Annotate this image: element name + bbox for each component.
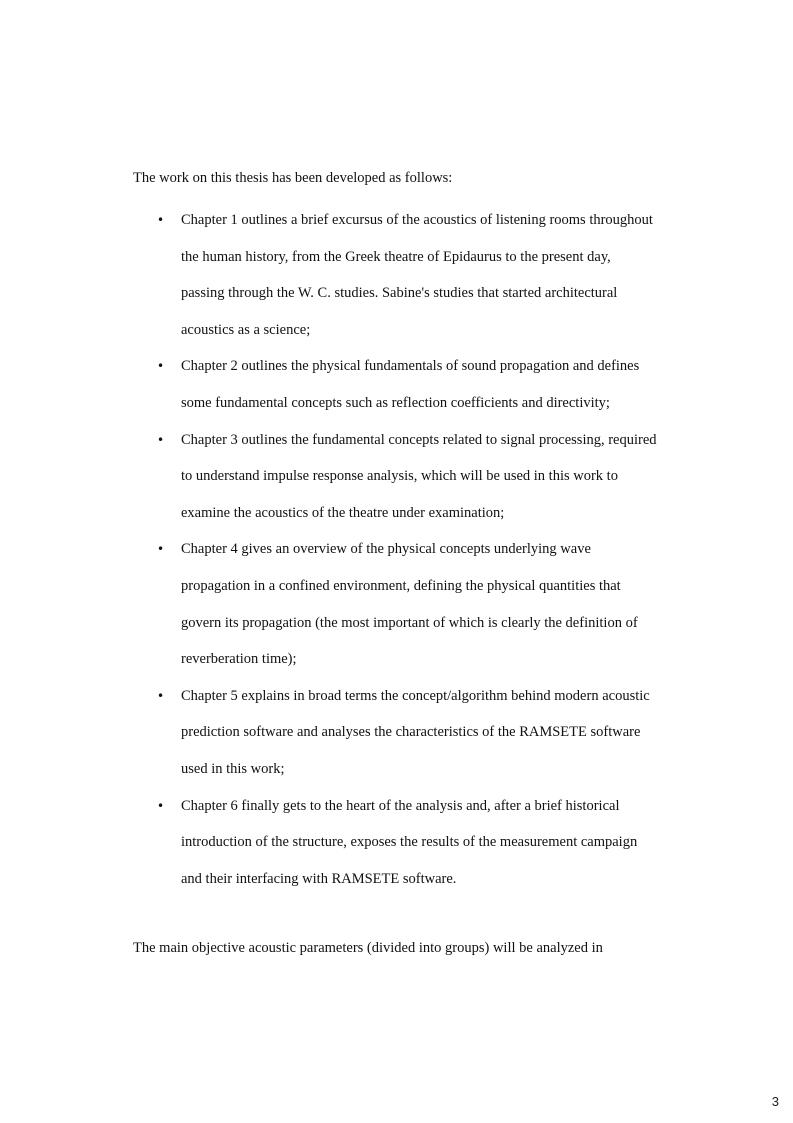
bullet-icon: •	[157, 359, 165, 374]
chapter-list-item	[133, 678, 657, 788]
chapter-list	[133, 202, 673, 897]
bullet-icon: •	[157, 542, 165, 557]
chapter-description: Chapter 5 explains in broad terms the concept/algorithm behind modern acoustic prediction software and analyses the characteristics of the RAMSETE software used in this work;	[181, 687, 650, 777]
page-number: 3	[771, 1094, 779, 1109]
bullet-icon: •	[157, 213, 165, 227]
chapter-list-item	[133, 422, 657, 532]
intro-paragraph: The work on this thesis has been developed as follows:	[133, 170, 453, 186]
chapter-description: Chapter 4 gives an overview of the physical concepts underlying wave propagation in a confined environment, defining the physical quantities that govern its propagation (the most important of which is clearly the definition of reverberation time);	[181, 541, 638, 668]
chapter-list-item	[133, 202, 657, 348]
chapter-list-item	[133, 348, 657, 421]
bullet-icon: •	[157, 688, 165, 703]
bullet-icon: •	[157, 432, 165, 447]
chapter-description: Chapter 6 finally gets to the heart of the analysis and, after a brief historical introduction of the structure, exposes the results of the measurement campaign and their interfacing with RAMSETE software.	[181, 797, 638, 887]
closing-paragraph: The main objective acoustic parameters (divided into groups) will be analyzed in	[133, 940, 603, 956]
chapter-description: Chapter 1 outlines a brief excursus of the acoustics of listening rooms throughout the human history, from the Greek theatre of Epidaurus to the present day, passing through the W. C. studies. Sabine's studies that started architectural acoustics as a science;	[181, 212, 653, 338]
chapter-list-item	[133, 531, 657, 677]
bullet-icon: •	[157, 798, 165, 813]
chapter-description: Chapter 3 outlines the fundamental concepts related to signal processing, required to understand impulse response analysis, which will be used in this work to examine the acoustics of the theatre under examination;	[181, 431, 657, 521]
chapter-description: Chapter 2 outlines the physical fundamentals of sound propagation and defines some fundamental concepts such as reflection coefficients and directivity;	[181, 358, 640, 411]
chapter-list-item	[133, 788, 657, 898]
